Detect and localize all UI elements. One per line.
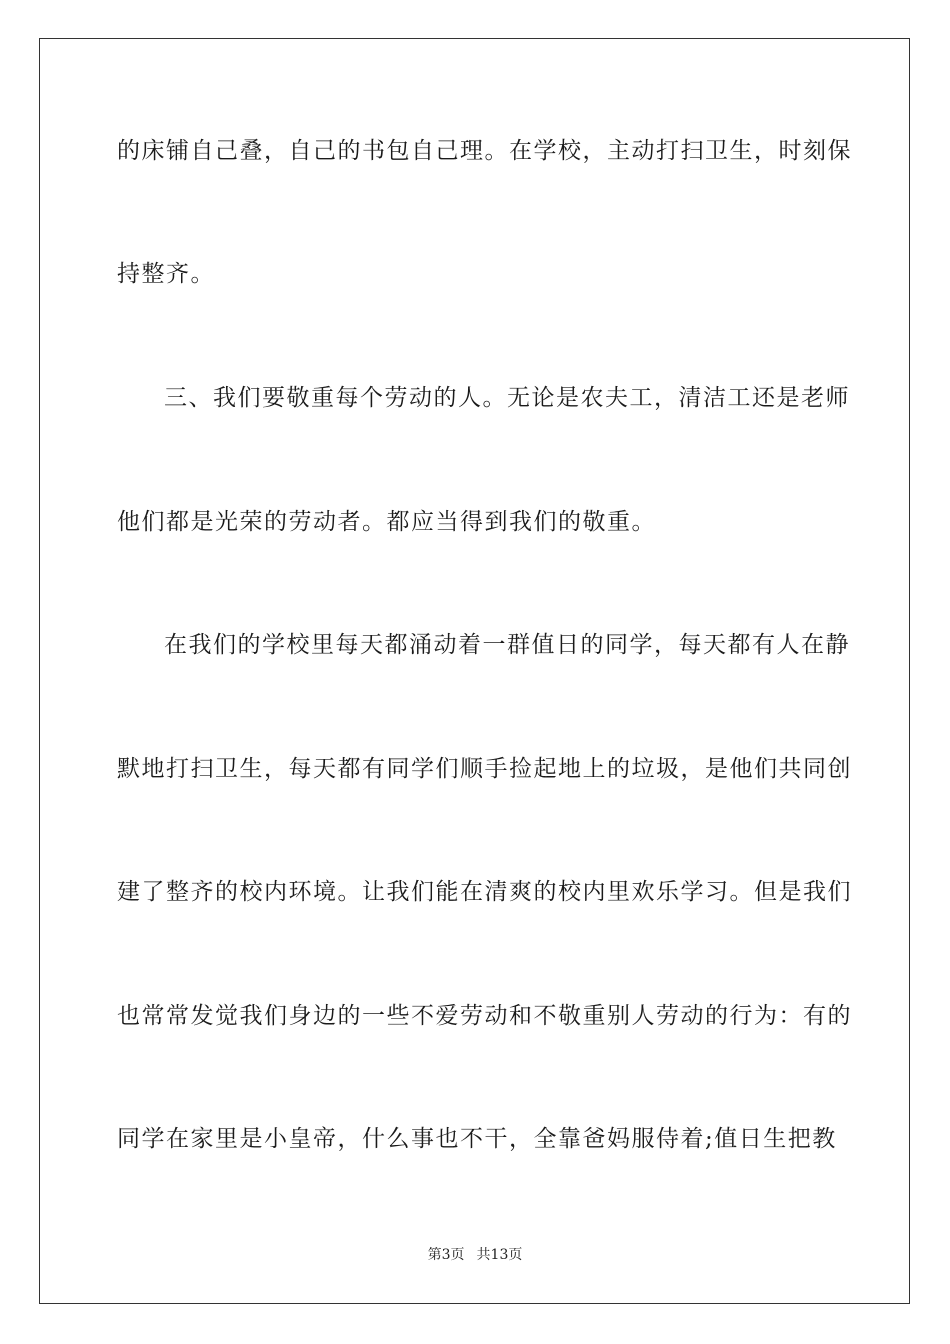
text-line: 的床铺自己叠，自己的书包自己理。在学校，主动打扫卫生，时刻保 [117, 138, 852, 164]
page-number: 第3页 [427, 1247, 465, 1263]
text-line: 建了整齐的校内环境。让我们能在清爽的校内里欢乐学习。但是我们 [117, 879, 852, 905]
page-total: 共13页 [476, 1247, 523, 1263]
text-line: 同学在家里是小皇帝，什么事也不干，全靠爸妈服侍着;值日生把教 [117, 1126, 837, 1152]
text-line: 他们都是光荣的劳动者。都应当得到我们的敬重。 [117, 509, 656, 535]
text-line: 也常常发觉我们身边的一些不爱劳动和不敬重别人劳动的行为：有的 [117, 1003, 852, 1029]
page-footer [0, 1246, 950, 1264]
text-line: 默地打扫卫生，每天都有同学们顺手捡起地上的垃圾，是他们共同创 [117, 756, 852, 782]
text-line: 在我们的学校里每天都涌动着一群值日的同学，每天都有人在静 [164, 632, 850, 658]
text-line: 三、我们要敬重每个劳动的人。无论是农夫工，清洁工还是老师 [164, 385, 850, 411]
page-border [39, 38, 910, 1304]
text-line: 持整齐。 [117, 261, 215, 287]
